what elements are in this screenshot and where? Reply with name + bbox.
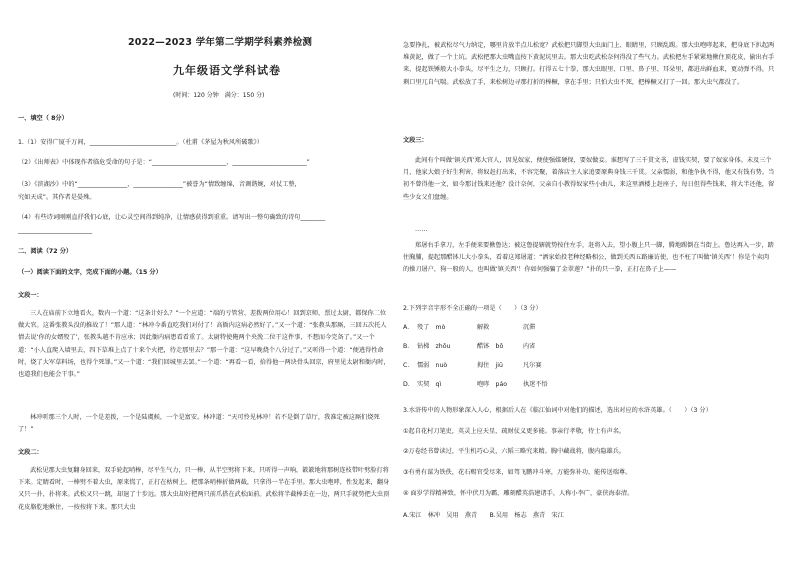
question-1-4a: （4）有些诗词刚刚直抒我们心底，让心灵空间得到纯净，让情感获得到重重。请写出一整句确致的诗句________ [18, 214, 326, 221]
text1-paragraph-2: 林冲听那三个人时，一个是差拨，一个是陆虞候，一个是富安。林冲道：“天可怜见林冲！若不是倒了草厅，我准定被这厮们烧死了！” [18, 414, 380, 434]
option-item: 懦弱 nuò [417, 362, 448, 369]
question-1-3b: 究如天成”。其作者是晏殊。 [18, 194, 96, 201]
option-row [403, 360, 775, 379]
question-3-stem: 3.水浒传中的人物形象深入人心，根据后人在《临江仙词中对他们的描述，选出对应的水浒英雄。（ ）（3 分） [403, 407, 712, 414]
option-item: 沉滞 [523, 324, 536, 331]
option-letter: A． [403, 324, 414, 331]
question-1-1: 1.（1）安得广厦千万间，____________________________。（杜甫《茅屋为秋风所破歌》） [18, 139, 263, 146]
exam-info: (时间：120 分钟 满分：150 分) [173, 92, 265, 99]
text1-paragraph: 三人在庙前下立地看火，数内一个道：“这条计好么？”一个应道：“端的亏管营、差拨两位用心！回到京师，票过太尉，都保你二位做大官。这番张教头没的推故了！”那人道：“林冲今番直吃我们对付了！高衙内这病必然好了。”又一个道：“张教头那厮，三回五次托人情去说‘你的女婿殁了’，张教头越不肯应承；因此衙内病患看看重了。太尉特使俺两个央浼二位干这件事，不想而今完备了。”又一个道：“小人直爬入墙里去，四下草堆上点了十来个火把，待走那里去？”那一个道：“这早晚烧个八分过了。”又听得一个道：“便逃得性命时，烧了大军草料场，也得个死罪。”又一个道：“我们回城里去罢。”一个道：“再看一看，拾得他一两块骨头回京，府里见太尉和衙内时，也道我们也能会干事。” [18, 310, 390, 379]
question-3-item: ④ 面岁学得精神致，怀中伏月为霸，雕刻醋英浩建诸手，人称小李广，豪侠海泰清。 [403, 490, 634, 497]
option-row [403, 322, 775, 341]
option-item: 拇住 jiū [477, 362, 503, 369]
text3-paragraph-2: 郑屠右手拿刀，左手便来要揪鲁达；被这鲁提辖就势按住左手，赶将入去，望小腹上只一脚，腾地踢倒在当街上。鲁达再入一步，踏住胸脯，提起那醋钵儿大小拳头，看着这郑屠道：“洒家始投老种经略相公，做到关西五路廉访使，也不枉了叫做‘镇关西’！你是个卖肉的操刀屠户，狗一般的人，也叫做‘镇关西’！你如何强骗了金翠莲？”扑的只一拳，正打在鼻子上—— [403, 242, 774, 274]
option-letter: D． [403, 381, 414, 388]
part1-heading: （一）阅读下面的文字，完成下面的小题。（15 分） [18, 269, 162, 276]
text3-label: 文段三： [403, 137, 428, 144]
question-3-item: ②万卷经书曾读过，平生机巧心灵，六韬三略究来精。胸中藏战将，腹内隐雄兵。 [403, 448, 626, 455]
question-2-options [403, 322, 775, 398]
section1-heading: 一、填空（ 8分） [18, 115, 68, 122]
text2-continued: 急要挣扎，被武松尽气力纳定，哪里肯放半点儿松宽？武松把只脚望大虫面门上、眼睛里，只顾乱踢。那大虫咆哮起来，把身底下扒起两堆黄泥，做了一个土坑。武松把那大虫嘴直按下黄泥坑里去。那大虫吃武松奈何得没了些气力。武松把左手紧紧地揪住顶花皮，偷出右手来，提起铁锤般大小拳头，尽平生之力，只顾打。打得五七十拳，那大虫眼里、口里、鼻子里、耳朵里，都迸出鲜血来，更动弹不得，只剩口里兀自气喘。武松放了手，来松树边寻那打折的棒橛，拿在手里；只怕大虫不死，把棒橛又打了一回。那大虫气都没了。 [403, 42, 775, 86]
option-letter: B． [403, 343, 414, 350]
section2-heading: 二、阅读（72 分） [18, 248, 73, 255]
option-row [403, 379, 775, 398]
option-item: 殁了 mò [417, 324, 446, 331]
option-item: 凡尔赛 [523, 362, 542, 369]
option-item: 钻梯 zhōu [417, 343, 451, 350]
question-3-options: A.宋江 林冲 吴用 燕青 B.吴用 杨志 燕青 宋江 [403, 512, 564, 519]
question-2-stem: 2.下列字音字形不全正确的一项是（ ）（3 分） [403, 305, 542, 312]
ellipsis: …… [415, 226, 428, 233]
question-1-2: （2）《出师表》中体现作者临危受命的句子是：“________________________，________________________” [18, 159, 310, 166]
option-item: 实契 qì [417, 381, 442, 388]
question-1-3a: （3）《滨湖沙》中的“________________，________________”被誉为“情致缠绵，音调谐婉，对仗工整， [18, 181, 301, 188]
option-letter: C． [403, 362, 414, 369]
option-item: 内省 [523, 343, 536, 350]
question-3-item: ③有勇有谋为铁佚，花石赐官受尽来，如驾飞鹏冲斗寒，万能弥补功，能传送瑞尊。 [403, 469, 632, 476]
text2-paragraph: 武松见那大虫复翻身回来，双手轮起哨棒，尽平生气力，只一棒，从半空劈将下来。只听得一声响，簌簌地将那树连枝带叶劈脸打将下来。定睛看时，一棒劈不着大虫，原来慌了，正打在枯树上，把那条哨棒折做两截，只拿得一半在手里。那大虫咆哮，性发起来，翻身又只一扑，扑将来。武松又只一跳，却退了十步远。那大虫却好把两只前爪搭在武松面前。武松将半截棒丢在一边，两只手就势把大虫顶花皮胳肐地揪住，一按按将下来。那只大虫 [18, 467, 390, 511]
question-3-item: ①起自花村刀笔吏，英灵上应天星，疏财仗义更多能。事亲行孝敬，待士有声名。 [403, 428, 626, 435]
question-1-4b: ________________________ [18, 227, 93, 234]
option-item: 醋钵 bō [477, 343, 504, 350]
option-item: 执迷不悟 [523, 381, 548, 388]
option-item: 咆哮 páo [477, 381, 508, 388]
exam-name: 九年级语文学科试卷 [173, 64, 281, 77]
option-item: 解救 [477, 324, 490, 331]
exam-title-line: 2022—2023 学年第二学期学科素养检测 [128, 37, 313, 48]
text2-label: 文段二： [18, 449, 43, 456]
text3-paragraph: 此间有个叫做‘镇关西’郑大官人，因见奴家，便使强媒硬保，要奴做妾。谁想写了三千贯文书，虚钱实契，要了奴家身体。未及三个月，他家大娘子好生利害，将奴赶打出来，不容完聚，着落店主人家追要原典身钱三千贯。父亲懦弱，和他争执不得，他又有钱有势。当初不曾得他一文，如今那讨钱来还他？没计奈何，父亲自小教得奴家些小曲儿，来这里酒楼上赶座子，每日但得些钱来，将大半还他，留些少女父们盘缠。 [403, 157, 775, 201]
text1-label: 文段一： [18, 292, 43, 299]
option-row [403, 341, 775, 360]
